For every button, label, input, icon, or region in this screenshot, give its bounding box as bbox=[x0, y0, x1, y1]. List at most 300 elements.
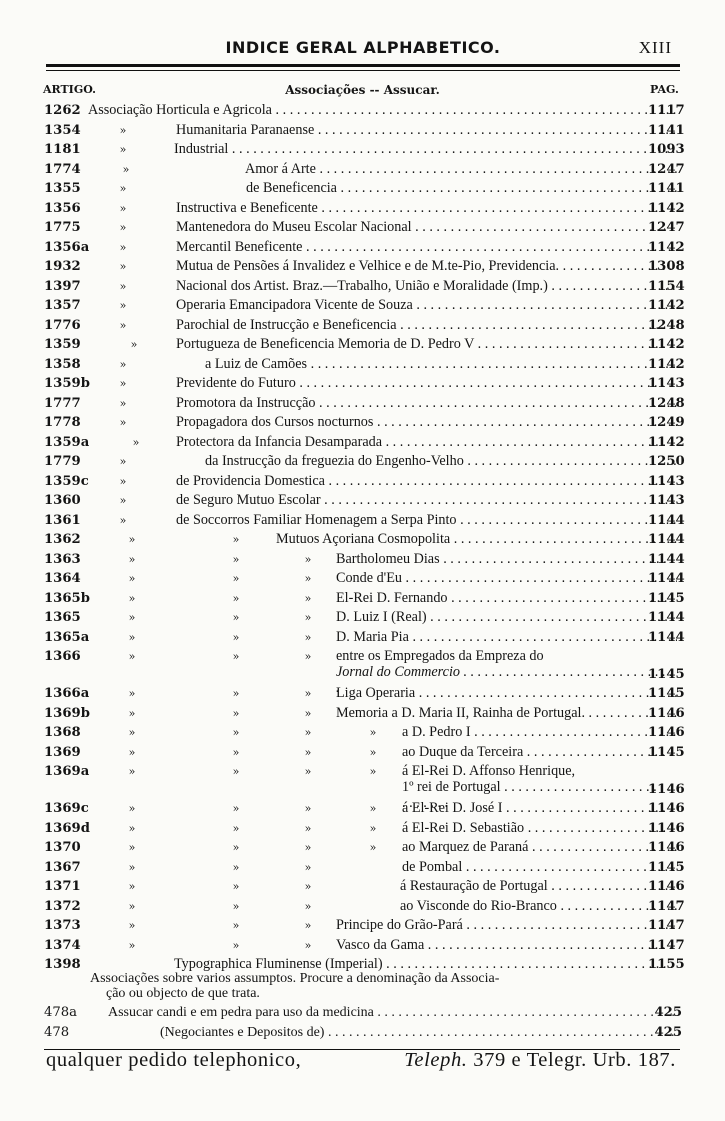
entry-page: 425 bbox=[654, 1024, 682, 1040]
note-line-2: ção ou objecto de que trata. bbox=[106, 986, 260, 1001]
ditto-mark: » bbox=[304, 687, 312, 700]
entry-text-line: á El-Rei D. Sebastião bbox=[402, 819, 525, 836]
entry-text-line: Assucar candi e em pedra para uso da medicina bbox=[108, 1005, 374, 1020]
entry-text-line: Conde d'Eu bbox=[336, 570, 402, 586]
entry-article-number: 1372 bbox=[44, 898, 81, 914]
entry-article-number: 1371 bbox=[44, 879, 81, 894]
footer-right bbox=[404, 1049, 676, 1072]
entry-text bbox=[336, 704, 677, 724]
ditto-mark: » bbox=[128, 841, 136, 854]
entry-text-line: de Soccorros Familiar Homenagem a Serpa Pinto bbox=[176, 511, 457, 528]
entry-article-number: 1354 bbox=[44, 122, 81, 138]
ditto-mark: » bbox=[232, 726, 240, 739]
entry-page: 1247 bbox=[648, 220, 685, 235]
entry-article-number: 1369 bbox=[44, 744, 81, 760]
entry-text-line: (Negociantes e Depositos de) bbox=[160, 1024, 325, 1040]
entry-text bbox=[402, 838, 677, 858]
entry-text-line: Mantenedora do Museu Escolar Nacional bbox=[176, 219, 412, 235]
entry-article-number: 1365b bbox=[44, 590, 90, 606]
ditto-mark: » bbox=[232, 821, 240, 835]
ditto-mark: » bbox=[119, 513, 127, 527]
entry-text bbox=[176, 394, 677, 414]
ditto-mark: » bbox=[119, 182, 127, 195]
entry-page: 1147 bbox=[648, 918, 685, 933]
index-entry bbox=[0, 374, 725, 394]
entry-text bbox=[336, 916, 677, 936]
ditto-mark: » bbox=[232, 841, 240, 854]
entry-page: 1146 bbox=[648, 820, 685, 836]
entry-text-line: Portugueza de Beneficencia Memoria de D. Pedro V bbox=[176, 336, 475, 352]
ditto-mark: » bbox=[128, 552, 136, 566]
index-entry bbox=[0, 452, 725, 472]
ditto-mark: » bbox=[232, 765, 240, 778]
ditto-mark: » bbox=[119, 377, 127, 390]
entry-page: 1143 bbox=[648, 473, 685, 489]
index-entry bbox=[0, 704, 725, 724]
entry-article-number: 1359a bbox=[44, 434, 90, 450]
entry-page: 1145 bbox=[648, 686, 685, 701]
entry-text bbox=[176, 433, 677, 453]
section-heading: Associações -- Assucar. bbox=[285, 83, 440, 97]
ditto-mark: » bbox=[304, 706, 312, 720]
entry-article-number: 478 bbox=[44, 1024, 70, 1040]
entry-page: 1155 bbox=[648, 957, 685, 972]
entry-article-number: 1398 bbox=[44, 957, 81, 972]
entry-article-number: 1774 bbox=[44, 161, 81, 177]
index-entry bbox=[0, 1023, 725, 1043]
ditto-mark: » bbox=[232, 938, 240, 952]
entry-text-line: Nacional dos Artist. Braz.—Trabalho, União e Moralidade (Imp.) bbox=[176, 277, 548, 294]
entry-text-line: Memoria a D. Maria II, Rainha de Portugal. bbox=[336, 704, 585, 721]
entry-text bbox=[402, 723, 677, 743]
entry-article-number: 1397 bbox=[44, 278, 81, 294]
ditto-mark: » bbox=[232, 611, 240, 624]
entry-text bbox=[176, 257, 677, 277]
footer-advert bbox=[46, 1049, 680, 1075]
entry-text-line: Previdente do Futuro bbox=[176, 375, 296, 391]
entry-text-line: D. Luiz I (Real) bbox=[336, 609, 427, 625]
entry-text-line: Operaria Emancipadora Vicente de Souza bbox=[176, 297, 413, 313]
index-entry bbox=[0, 916, 725, 936]
entry-text bbox=[176, 472, 677, 492]
entry-page: 1146 bbox=[648, 801, 685, 816]
entry-text-line: Typographica Fluminense (Imperial) bbox=[174, 956, 383, 972]
entry-article-number: 1776 bbox=[44, 317, 81, 333]
entry-text-line: ao Marquez de Paraná bbox=[402, 839, 529, 855]
entry-article-number: 1369d bbox=[44, 820, 90, 836]
entry-article-number: 1368 bbox=[44, 725, 81, 740]
ditto-mark: » bbox=[119, 357, 127, 371]
entry-article-number: 1359c bbox=[44, 473, 89, 489]
entry-page: 1143 bbox=[648, 376, 685, 391]
entry-text-line: Protectora da Infancia Desamparada bbox=[176, 433, 383, 450]
ditto-mark: » bbox=[119, 240, 127, 254]
index-entry bbox=[0, 238, 725, 258]
entry-article-number: 1365 bbox=[44, 610, 81, 625]
ditto-mark: » bbox=[304, 919, 312, 932]
entry-text bbox=[402, 819, 677, 839]
entry-text-line: Propagadora dos Cursos nocturnos bbox=[176, 414, 374, 430]
index-entry bbox=[0, 897, 725, 917]
entry-page: 1249 bbox=[648, 415, 685, 430]
index-entry bbox=[0, 743, 725, 763]
ditto-mark: » bbox=[304, 650, 312, 663]
entry-article-number: 1778 bbox=[44, 415, 81, 430]
ditto-mark: » bbox=[304, 938, 312, 952]
ditto-mark: » bbox=[128, 533, 136, 546]
entry-text bbox=[176, 374, 677, 394]
entry-page: 1146 bbox=[648, 840, 685, 855]
entry-text-line: Associação Horticula e Agricola bbox=[88, 102, 272, 118]
index-entry bbox=[0, 296, 725, 316]
pag-column-header: PAG. bbox=[650, 83, 679, 96]
footer-telephone-label: Teleph. bbox=[404, 1049, 468, 1071]
ditto-mark: » bbox=[304, 860, 312, 874]
index-entry bbox=[0, 179, 725, 199]
ditto-mark: » bbox=[119, 221, 127, 234]
entry-text bbox=[402, 743, 677, 763]
entry-article-number: 1181 bbox=[44, 142, 81, 157]
entry-article-number: 1358 bbox=[44, 356, 81, 372]
entry-page: 1141 bbox=[648, 181, 685, 196]
entry-text-line: a D. Pedro I bbox=[402, 724, 471, 740]
ditto-mark: » bbox=[232, 919, 240, 932]
assucar-entries bbox=[0, 1003, 725, 1042]
index-entry bbox=[0, 936, 725, 956]
entry-text bbox=[336, 936, 677, 956]
entry-page: 1141 bbox=[648, 122, 685, 138]
entry-text-line: Parochial de Instrucção e Beneficencia bbox=[176, 316, 397, 333]
index-entry bbox=[0, 511, 725, 531]
entry-text-line: ao Duque da Terceira bbox=[402, 743, 524, 760]
entry-text-line: D. Maria Pia bbox=[336, 628, 409, 645]
index-entries bbox=[0, 101, 725, 975]
entry-text bbox=[246, 179, 677, 199]
cross-reference-note bbox=[90, 971, 630, 1001]
entry-article-number: 1366 bbox=[44, 649, 81, 664]
entry-article-number: 1374 bbox=[44, 937, 81, 953]
entry-article-number: 1357 bbox=[44, 298, 81, 313]
ditto-mark: » bbox=[304, 726, 312, 739]
index-entry bbox=[0, 628, 725, 648]
entry-text-line: El-Rei D. Fernando bbox=[336, 589, 448, 606]
ditto-mark: » bbox=[232, 860, 240, 874]
entry-text-line: Principe do Grão-Pará bbox=[336, 917, 463, 933]
entry-text-line: á El-Rei D. José I bbox=[402, 800, 503, 816]
entry-text-line: Instructiva e Beneficente bbox=[176, 199, 318, 216]
entry-text bbox=[336, 684, 677, 704]
entry-page: 1144 bbox=[648, 512, 685, 528]
entry-page: 1247 bbox=[648, 161, 685, 177]
entry-text bbox=[176, 238, 677, 258]
entry-text-line: de Pombal bbox=[402, 858, 463, 875]
ditto-mark: » bbox=[128, 611, 136, 624]
index-entry bbox=[0, 491, 725, 511]
ditto-mark: » bbox=[304, 899, 312, 913]
entry-article-number: 1777 bbox=[44, 395, 81, 411]
index-entry bbox=[0, 199, 725, 219]
entry-article-number: 1365a bbox=[44, 629, 90, 645]
entry-text bbox=[336, 608, 677, 628]
entry-text-line: entre os Empregados da Empreza do bbox=[336, 648, 544, 664]
entry-page: 1248 bbox=[648, 395, 685, 411]
entry-text-line: Promotora da Instrucção bbox=[176, 394, 316, 411]
entry-article-number: 1779 bbox=[44, 454, 81, 469]
index-entry bbox=[0, 858, 725, 878]
entry-text bbox=[400, 897, 677, 917]
ditto-mark: » bbox=[369, 802, 377, 815]
ditto-mark: » bbox=[304, 802, 312, 815]
entry-text-line-2: 1º rei de Portugal . . . bbox=[402, 779, 677, 811]
entry-text-line: de Providencia Domestica bbox=[176, 472, 325, 489]
entry-page: 1147 bbox=[648, 937, 685, 953]
ditto-mark: » bbox=[128, 802, 136, 815]
entry-text-line: á Restauração de Portugal bbox=[400, 878, 548, 894]
ditto-mark: » bbox=[128, 687, 136, 700]
entry-text bbox=[176, 277, 677, 297]
ditto-mark: » bbox=[128, 726, 136, 739]
index-entry bbox=[0, 762, 725, 799]
entry-page: 1250 bbox=[648, 454, 685, 469]
page-title: INDICE GERAL ALPHABETICO. bbox=[225, 38, 501, 57]
entry-text bbox=[336, 628, 677, 648]
artigo-column-header: ARTIGO. bbox=[43, 83, 96, 96]
ditto-mark: » bbox=[304, 841, 312, 854]
ditto-mark: » bbox=[130, 338, 138, 351]
ditto-mark: » bbox=[304, 630, 312, 644]
entry-text bbox=[402, 858, 677, 878]
entry-page: 1144 bbox=[648, 571, 685, 586]
entry-page: 1145 bbox=[648, 859, 685, 875]
entry-page: 1117 bbox=[648, 103, 685, 118]
index-entry bbox=[0, 218, 725, 238]
entry-page: 1142 bbox=[648, 356, 685, 372]
ditto-mark: » bbox=[119, 279, 127, 293]
entry-text-line: de Beneficencia bbox=[246, 180, 337, 196]
entry-text-line: Bartholomeu Dias bbox=[336, 550, 440, 567]
index-entry bbox=[0, 723, 725, 743]
entry-text-line-2: Jornal do Commercio . . . bbox=[336, 664, 677, 696]
entry-page: 1248 bbox=[648, 317, 685, 333]
entry-article-number: 1932 bbox=[44, 259, 81, 274]
entry-page: 1142 bbox=[648, 200, 685, 216]
index-entry bbox=[0, 819, 725, 839]
entry-article-number: 1364 bbox=[44, 571, 81, 586]
index-entry bbox=[0, 472, 725, 492]
entry-page: 1142 bbox=[648, 298, 685, 313]
ditto-mark: » bbox=[304, 745, 312, 759]
entry-text bbox=[336, 569, 677, 589]
ditto-mark: » bbox=[128, 899, 136, 913]
ditto-mark: » bbox=[232, 533, 240, 546]
entry-page: 1146 bbox=[648, 879, 685, 894]
entry-article-number: 1373 bbox=[44, 918, 81, 933]
ditto-mark: » bbox=[128, 572, 136, 585]
ditto-mark: » bbox=[232, 802, 240, 815]
ditto-mark: » bbox=[119, 143, 127, 156]
ditto-mark: » bbox=[119, 474, 127, 488]
entry-text bbox=[245, 160, 677, 180]
ditto-mark: » bbox=[128, 591, 136, 605]
entry-page: 1146 bbox=[648, 725, 685, 740]
entry-text bbox=[176, 218, 677, 238]
entry-page: 1146 bbox=[648, 782, 685, 797]
index-entry bbox=[0, 799, 725, 819]
ditto-mark: » bbox=[304, 765, 312, 778]
entry-article-number: 1362 bbox=[44, 532, 81, 547]
entry-text-line: ao Visconde do Rio-Branco bbox=[400, 897, 557, 914]
entry-page: 1093 bbox=[648, 142, 685, 157]
entry-text bbox=[205, 355, 677, 375]
entry-text bbox=[176, 413, 677, 433]
index-entry bbox=[0, 140, 725, 160]
entry-text-line: Mutua de Pensões á Invalidez e Velhice e de M.te-Pio, Previdencia. bbox=[176, 258, 560, 274]
entry-page: 1145 bbox=[648, 667, 685, 682]
ditto-mark: » bbox=[119, 201, 127, 215]
index-entry bbox=[0, 647, 725, 684]
index-entry bbox=[0, 316, 725, 336]
ditto-mark: » bbox=[232, 572, 240, 585]
entry-page: 1142 bbox=[648, 434, 685, 450]
page-header bbox=[46, 38, 680, 62]
index-entry bbox=[0, 569, 725, 589]
index-entry bbox=[0, 121, 725, 141]
entry-text bbox=[402, 799, 677, 819]
entry-page: 1142 bbox=[648, 337, 685, 352]
entry-text bbox=[336, 550, 677, 570]
ditto-mark: » bbox=[232, 552, 240, 566]
ditto-mark: » bbox=[369, 841, 377, 854]
entry-text bbox=[176, 316, 677, 336]
entry-page: 1143 bbox=[648, 493, 685, 508]
entry-page: 1145 bbox=[648, 744, 685, 760]
entry-page: 425 bbox=[654, 1005, 682, 1020]
ditto-mark: » bbox=[232, 899, 240, 913]
ditto-mark: » bbox=[304, 552, 312, 566]
ditto-mark: » bbox=[128, 706, 136, 720]
entry-text-line: Humanitaria Paranaense bbox=[176, 121, 315, 138]
ditto-mark: » bbox=[119, 260, 127, 273]
entry-text bbox=[88, 101, 677, 121]
entry-article-number: 1363 bbox=[44, 551, 81, 567]
entry-text bbox=[336, 589, 677, 609]
index-entry bbox=[0, 530, 725, 550]
index-entry bbox=[0, 355, 725, 375]
index-entry bbox=[0, 877, 725, 897]
entry-page: 1142 bbox=[648, 239, 685, 255]
entry-page: 1154 bbox=[648, 278, 685, 294]
entry-text-line: Mutuos Açoriana Cosmopolita bbox=[276, 531, 451, 547]
ditto-mark: » bbox=[369, 745, 377, 759]
ditto-mark: » bbox=[232, 745, 240, 759]
entry-text bbox=[108, 1003, 677, 1023]
entry-text-line: Industrial bbox=[174, 141, 229, 157]
index-entry bbox=[0, 838, 725, 858]
index-entry bbox=[0, 335, 725, 355]
entry-text bbox=[176, 491, 677, 511]
ditto-mark: » bbox=[128, 821, 136, 835]
ditto-mark: » bbox=[128, 919, 136, 932]
entry-article-number: 1369c bbox=[44, 801, 89, 816]
index-entry bbox=[0, 413, 725, 433]
index-entry bbox=[0, 1003, 725, 1023]
entry-article-number: 478a bbox=[44, 1005, 78, 1020]
index-entry bbox=[0, 684, 725, 704]
ditto-mark: » bbox=[304, 572, 312, 585]
entry-page: 1144 bbox=[648, 610, 685, 625]
entry-article-number: 1359b bbox=[44, 376, 90, 391]
entry-article-number: 1356a bbox=[44, 239, 90, 255]
entry-text-line: Amor á Arte bbox=[245, 160, 316, 177]
index-entry bbox=[0, 589, 725, 609]
entry-page: 1145 bbox=[648, 590, 685, 606]
index-entry bbox=[0, 550, 725, 570]
entry-text bbox=[176, 199, 677, 219]
ditto-mark: » bbox=[232, 706, 240, 720]
entry-page: 1144 bbox=[648, 532, 685, 547]
ditto-mark: » bbox=[128, 650, 136, 663]
page-number: XIII bbox=[638, 38, 672, 57]
entry-text bbox=[205, 452, 677, 472]
entry-text bbox=[176, 296, 677, 316]
ditto-mark: » bbox=[119, 396, 127, 410]
ditto-mark: » bbox=[128, 860, 136, 874]
entry-text-line: de Seguro Mutuo Escolar bbox=[176, 492, 321, 508]
ditto-mark: » bbox=[232, 650, 240, 663]
ditto-mark: » bbox=[128, 745, 136, 759]
ditto-mark: » bbox=[128, 630, 136, 644]
index-entry bbox=[0, 608, 725, 628]
ditto-mark: » bbox=[122, 162, 130, 176]
entry-text bbox=[176, 511, 677, 531]
entry-article-number: 1369b bbox=[44, 705, 90, 721]
entry-text bbox=[400, 877, 677, 897]
header-rule-thick bbox=[46, 64, 680, 67]
index-entry bbox=[0, 101, 725, 121]
entry-text-line: Liga Operaria bbox=[336, 685, 416, 701]
ditto-mark: » bbox=[128, 765, 136, 778]
footer-right-text: 379 e Telegr. Urb. 187. bbox=[473, 1049, 676, 1071]
ditto-mark: » bbox=[232, 880, 240, 893]
index-entry bbox=[0, 394, 725, 414]
ditto-mark: » bbox=[232, 591, 240, 605]
index-entry bbox=[0, 433, 725, 453]
ditto-mark: » bbox=[369, 765, 377, 778]
entry-article-number: 1361 bbox=[44, 512, 81, 528]
ditto-mark: » bbox=[119, 299, 127, 312]
entry-text-line: Mercantil Beneficente bbox=[176, 238, 303, 255]
entry-text-line: a Luiz de Camões bbox=[205, 355, 308, 372]
entry-article-number: 1360 bbox=[44, 493, 81, 508]
entry-article-number: 1367 bbox=[44, 859, 81, 875]
entry-text bbox=[160, 1023, 677, 1043]
ditto-mark: » bbox=[304, 880, 312, 893]
entry-page: 1147 bbox=[648, 898, 685, 914]
ditto-mark: » bbox=[132, 435, 140, 449]
ditto-mark: » bbox=[232, 630, 240, 644]
entry-page: 1146 bbox=[648, 705, 685, 721]
ditto-mark: » bbox=[119, 318, 127, 332]
entry-article-number: 1369a bbox=[44, 764, 90, 779]
entry-text-line: da Instrucção da freguezia do Engenho-Velho bbox=[205, 453, 464, 469]
ditto-mark: » bbox=[369, 821, 377, 835]
ditto-mark: » bbox=[119, 494, 127, 507]
entry-article-number: 1359 bbox=[44, 337, 81, 352]
entry-text bbox=[276, 530, 677, 550]
index-entry bbox=[0, 160, 725, 180]
ditto-mark: » bbox=[304, 591, 312, 605]
index-entry bbox=[0, 277, 725, 297]
